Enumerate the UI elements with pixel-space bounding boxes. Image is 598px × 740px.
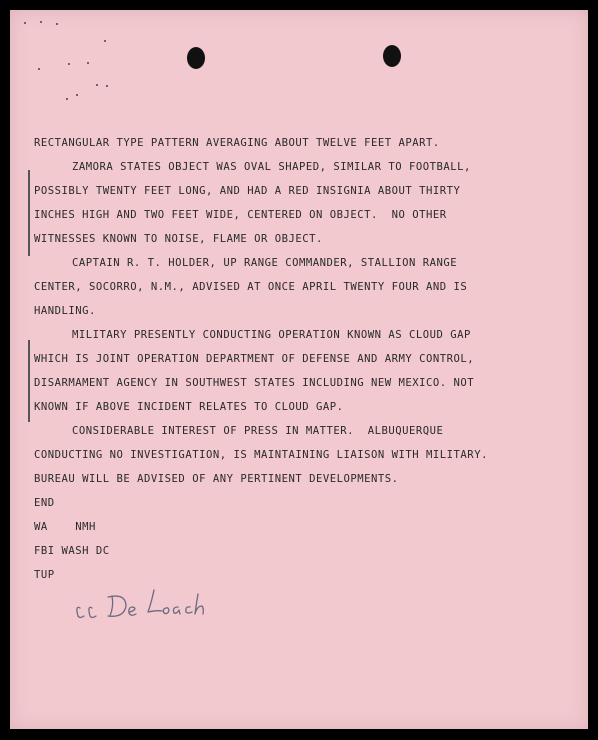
- text-line: HANDLING.: [34, 305, 96, 317]
- paper-speck: [76, 94, 78, 96]
- text-line: CAPTAIN R. T. HOLDER, UP RANGE COMMANDER, STALLION RANGE: [72, 257, 458, 269]
- paper-speck: [96, 84, 98, 86]
- margin-mark: [28, 170, 30, 256]
- text-line: WHICH IS JOINT OPERATION DEPARTMENT OF DEFENSE AND ARMY CONTROL,: [34, 353, 475, 365]
- paper-speck: [106, 85, 108, 87]
- paper-speck: [87, 62, 89, 64]
- text-line: ZAMORA STATES OBJECT WAS OVAL SHAPED, SIMILAR TO FOOTBALL,: [72, 161, 471, 173]
- text-line: TUP: [34, 569, 55, 581]
- paper-speck: [38, 68, 40, 70]
- text-line: CONDUCTING NO INVESTIGATION, IS MAINTAINING LIAISON WITH MILITARY.: [34, 449, 488, 461]
- punch-hole-right: [383, 45, 401, 67]
- text-line: DISARMAMENT AGENCY IN SOUTHWEST STATES INCLUDING NEW MEXICO. NOT: [34, 377, 475, 389]
- document-page: [10, 10, 588, 729]
- text-line: FBI WASH DC: [34, 545, 110, 557]
- punch-hole-left: [187, 47, 205, 69]
- text-line: WA NMH: [34, 521, 96, 533]
- text-line: RECTANGULAR TYPE PATTERN AVERAGING ABOUT TWELVE FEET APART.: [34, 137, 440, 149]
- paper-speck: [40, 21, 42, 23]
- text-line: WITNESSES KNOWN TO NOISE, FLAME OR OBJECT.: [34, 233, 323, 245]
- margin-mark: [28, 340, 30, 422]
- text-line: MILITARY PRESENTLY CONDUCTING OPERATION KNOWN AS CLOUD GAP: [72, 329, 471, 341]
- text-line: CENTER, SOCORRO, N.M., ADVISED AT ONCE APRIL TWENTY FOUR AND IS: [34, 281, 468, 293]
- paper-speck: [104, 40, 106, 42]
- text-line: POSSIBLY TWENTY FEET LONG, AND HAD A RED INSIGNIA ABOUT THIRTY: [34, 185, 461, 197]
- text-line: KNOWN IF ABOVE INCIDENT RELATES TO CLOUD GAP.: [34, 401, 344, 413]
- text-line: END: [34, 497, 55, 509]
- text-line: INCHES HIGH AND TWO FEET WIDE, CENTERED ON OBJECT. NO OTHER: [34, 209, 447, 221]
- paper-speck: [24, 22, 26, 24]
- paper-speck: [68, 63, 70, 65]
- text-line: CONSIDERABLE INTEREST OF PRESS IN MATTER. ALBUQUERQUE: [72, 425, 444, 437]
- handwritten-note: [72, 584, 222, 624]
- paper-speck: [66, 98, 68, 100]
- paper-speck: [56, 23, 58, 25]
- text-line: BUREAU WILL BE ADVISED OF ANY PERTINENT DEVELOPMENTS.: [34, 473, 399, 485]
